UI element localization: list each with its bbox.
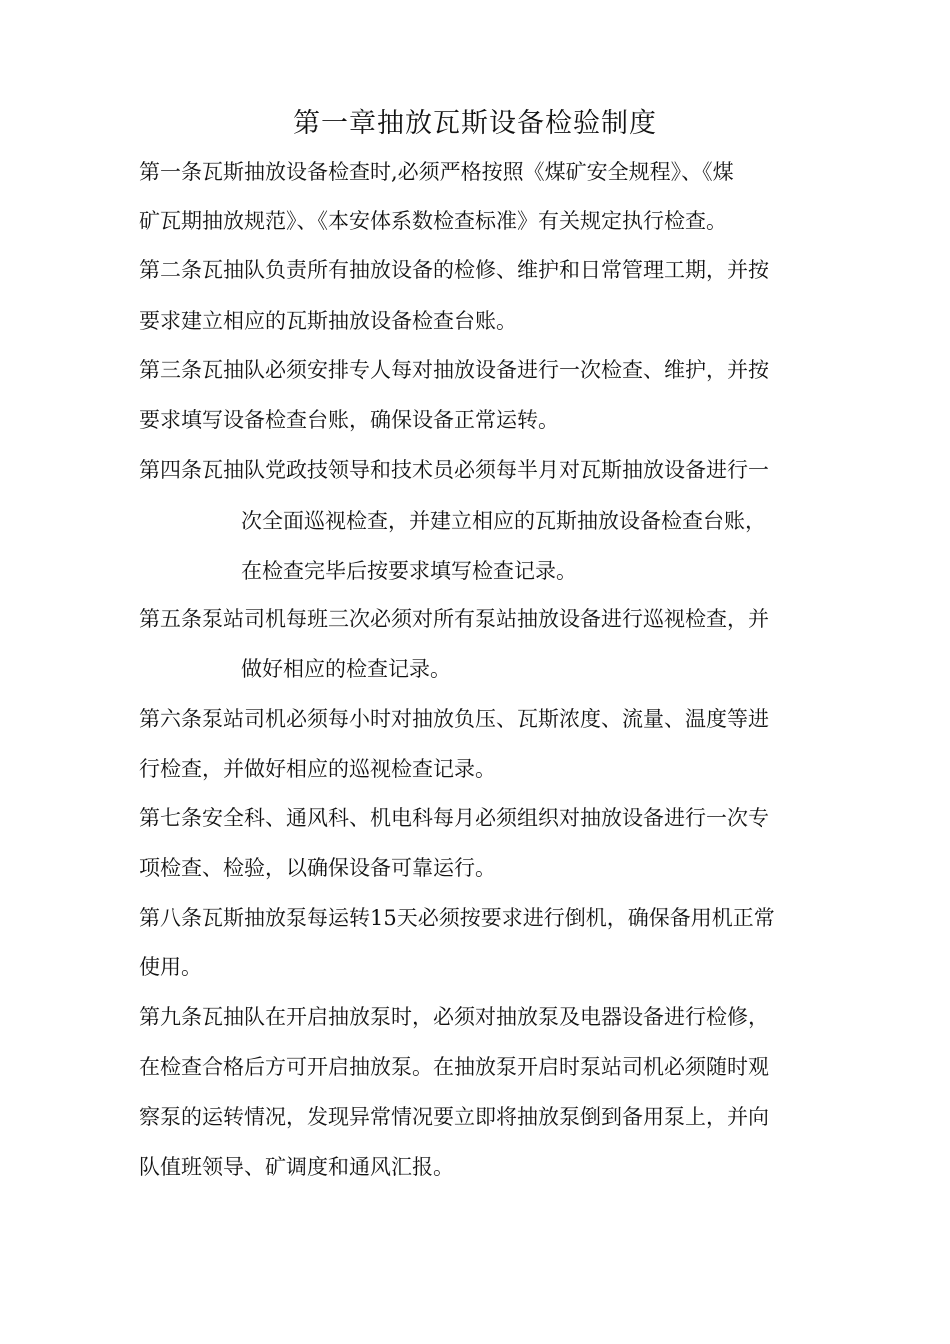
article-4-line-1: 第四条瓦抽队党政技领导和技术员必须每半月对瓦斯抽放设备进行一 bbox=[139, 458, 769, 482]
article-3-line-1: 第三条瓦抽队必须安排专人每对抽放设备进行一次检查、维护，并按 bbox=[139, 358, 769, 382]
article-9-line-4: 队值班领导、矿调度和通风汇报。 bbox=[139, 1155, 454, 1179]
article-5-line-2: 做好相应的检查记录。 bbox=[241, 657, 451, 681]
article-4-line-3: 在检查完毕后按要求填写检查记录。 bbox=[241, 559, 577, 583]
page-title: 第一章抽放瓦斯设备检验制度 bbox=[293, 108, 657, 139]
article-7-line-1: 第七条安全科、通风科、机电科每月必须组织对抽放设备进行一次专 bbox=[139, 806, 769, 830]
article-7-line-2: 项检查、检验，以确保设备可靠运行。 bbox=[139, 856, 496, 880]
article-1-line-2: 矿瓦期抽放规范》、《本安体系数检查标准》有关规定执行检查。 bbox=[139, 209, 727, 233]
article-5-line-1: 第五条泵站司机每班三次必须对所有泵站抽放设备进行巡视检查，并 bbox=[139, 607, 769, 631]
article-9-line-3: 察泵的运转情况，发现异常情况要立即将抽放泵倒到备用泵上，并向 bbox=[139, 1105, 769, 1129]
article-1-line-1: 第一条瓦斯抽放设备检查时,必须严格按照《煤矿安全规程》、《煤 bbox=[139, 160, 734, 184]
article-9-line-1: 第九条瓦抽队在开启抽放泵时，必须对抽放泵及电器设备进行检修， bbox=[139, 1005, 769, 1029]
article-2-line-2: 要求建立相应的瓦斯抽放设备检查台账。 bbox=[139, 309, 517, 333]
article-8-line-1: 第八条瓦斯抽放泵每运转15天必须按要求进行倒机，确保备用机正常 bbox=[139, 906, 775, 930]
article-6-line-1: 第六条泵站司机必须每小时对抽放负压、瓦斯浓度、流量、温度等进 bbox=[139, 707, 769, 731]
article-4-line-2: 次全面巡视检查，并建立相应的瓦斯抽放设备检查台账， bbox=[241, 509, 766, 533]
article-6-line-2: 行检查，并做好相应的巡视检查记录。 bbox=[139, 757, 496, 781]
article-2-line-1: 第二条瓦抽队负责所有抽放设备的检修、维护和日常管理工期，并按 bbox=[139, 258, 769, 282]
article-8-line-2: 使用。 bbox=[139, 955, 202, 979]
article-3-line-2: 要求填写设备检查台账，确保设备正常运转。 bbox=[139, 408, 559, 432]
article-9-line-2: 在检查合格后方可开启抽放泵。在抽放泵开启时泵站司机必须随时观 bbox=[139, 1055, 769, 1079]
